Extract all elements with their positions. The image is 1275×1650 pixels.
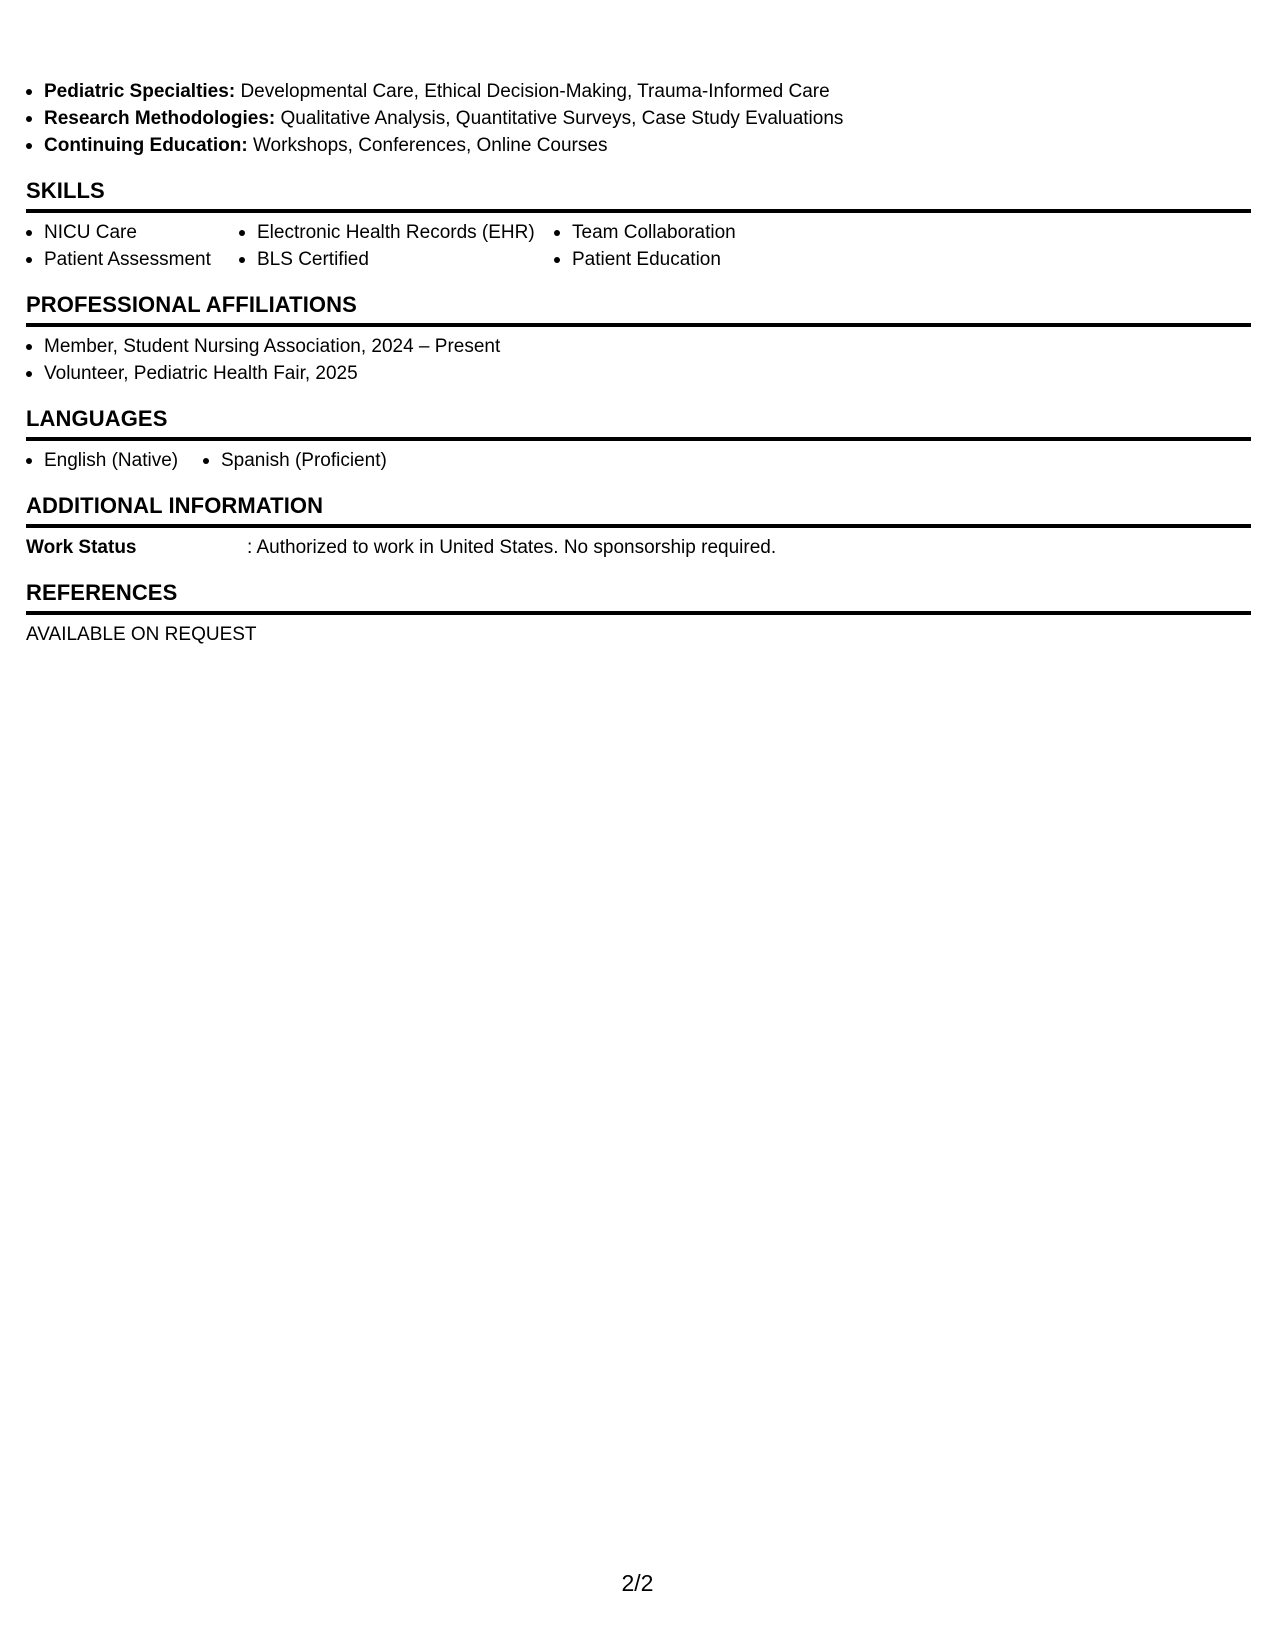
list-item bbox=[26, 105, 1251, 132]
affiliations-heading: PROFESSIONAL AFFILIATIONS bbox=[26, 291, 1251, 327]
skill-item: Patient Assessment bbox=[26, 246, 239, 273]
list-item bbox=[26, 78, 1251, 105]
skill-item: Patient Education bbox=[554, 246, 814, 273]
skills-column bbox=[554, 219, 814, 273]
work-status-value: : Authorized to work in United States. No sponsorship required. bbox=[247, 537, 777, 558]
focus-area-text: Qualitative Analysis, Quantitative Surveys, Case Study Evaluations bbox=[280, 108, 844, 129]
language-item: Spanish (Proficient) bbox=[203, 447, 463, 474]
skills-column bbox=[239, 219, 554, 273]
list-item bbox=[26, 132, 1251, 159]
focus-areas-list bbox=[26, 78, 1251, 159]
work-status-row bbox=[26, 534, 1251, 561]
references-text: AVAILABLE ON REQUEST bbox=[26, 624, 257, 645]
focus-area-label: Continuing Education: bbox=[44, 135, 248, 156]
focus-area-text: Developmental Care, Ethical Decision-Making, Trauma-Informed Care bbox=[240, 81, 830, 102]
skills-heading: SKILLS bbox=[26, 177, 1251, 213]
skill-item: NICU Care bbox=[26, 219, 239, 246]
affiliations-list bbox=[26, 333, 1251, 387]
language-item: English (Native) bbox=[26, 447, 203, 474]
languages-column bbox=[26, 447, 203, 474]
focus-area-text: Workshops, Conferences, Online Courses bbox=[252, 135, 608, 156]
focus-area-label: Pediatric Specialties: bbox=[44, 81, 236, 102]
languages-heading: LANGUAGES bbox=[26, 405, 1251, 441]
references-heading: REFERENCES bbox=[26, 579, 1251, 615]
work-status-label: Work Status bbox=[26, 537, 137, 558]
skill-item: Electronic Health Records (EHR) bbox=[239, 219, 554, 246]
languages-grid bbox=[26, 447, 1251, 474]
skill-item: BLS Certified bbox=[239, 246, 554, 273]
skill-item: Team Collaboration bbox=[554, 219, 814, 246]
skills-column bbox=[26, 219, 239, 273]
languages-column bbox=[203, 447, 463, 474]
additional-info-heading: ADDITIONAL INFORMATION bbox=[26, 492, 1251, 528]
affiliation-item: Member, Student Nursing Association, 2024 – Present bbox=[26, 333, 1251, 360]
affiliation-item: Volunteer, Pediatric Health Fair, 2025 bbox=[26, 360, 1251, 387]
skills-grid bbox=[26, 219, 1251, 273]
resume-page bbox=[26, 78, 1251, 648]
focus-area-label: Research Methodologies: bbox=[44, 108, 276, 129]
page-number: 2/2 bbox=[621, 1570, 654, 1596]
